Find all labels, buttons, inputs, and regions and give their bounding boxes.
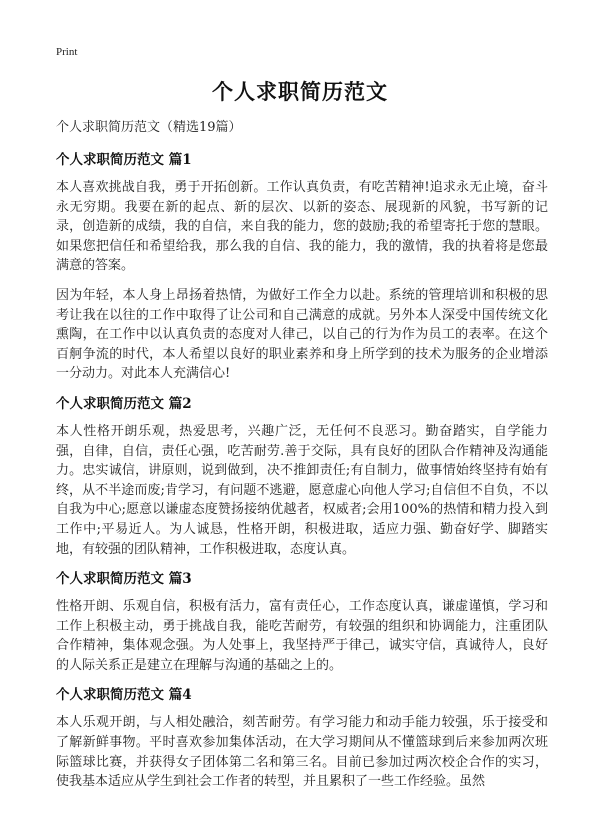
section-3 [56,569,548,675]
section-4 [56,685,548,791]
section-heading: 个人求职简历范文 篇4 [56,687,192,704]
section-paragraph: 性格开朗、乐观自信，积极有活力，富有责任心，工作态度认真，谦虚谨慎，学习和工作上积极主动，勇于挑战自我，能吃苦耐劳，有较强的组织和协调能力，注重团队合作精神，集体观念强。为人处事上，我坚持严于律己，诚实守信，真诚待人，良好的人际关系正是建立在理解与沟通的基础之上的。 [56,599,548,673]
section-paragraph: 本人性格开朗乐观，热爱思考，兴趣广泛，无任何不良恶习。勤奋踏实，自学能力强，自律，自信，责任心强，吃苦耐劳.善于交际，具有良好的团队合作精神及沟通能力。忠实诚信，讲原则，说到做到，决不推卸责任;有自制力，做事情始终坚持有始有终，从不半途而废;肯学习，有问题不逃避，愿意虚心向他人学习;自信但不自负，不以自我为中心;愿意以谦虚态度赞扬接纳优越者，权威者;会用100%的热情和精力投入到工作中;平易近人。为人诚恳，性格开朗，积极进取，适应力强、勤奋好学、脚踏实地，有较强的团队精神，工作积极进取，态度认真。 [56,423,548,557]
section-heading: 个人求职简历范文 篇1 [56,152,192,168]
print-link[interactable]: Print [56,46,78,58]
section-2 [56,394,548,559]
section-paragraph: 因为年轻，本人身上昂扬着热情，为做好工作全力以赴。系统的管理培训和积极的思考让我在以往的工作中取得了让公司和自己满意的成就。另外本人深受中国传统文化熏陶，在工作中以认真负责的态度对人律己，以自己的行为作为员工的表率。在这个百舸争流的时代，本人希望以良好的职业素养和身上所学到的技术为服务的企业增添一分动力。对此本人充满信心! [56,287,548,382]
section-heading: 个人求职简历范文 篇2 [56,395,192,412]
section-paragraph: 本人乐观开朗，与人相处融洽，刻苦耐劳。有学习能力和动手能力较强，乐于接受和了解新鲜事物。平时喜欢参加集体活动，在大学习期间从不懂篮球到后来参加两次班际篮球比赛，并获得女子团体第二名和第三名。目前已参加过两次校企合作的实习，使我基本适应从学生到社会工作者的转型，并且累积了一些工作经验。虽然 [56,715,548,790]
section-heading: 个人求职简历范文 篇3 [56,571,192,588]
document-subtitle: 个人求职简历范文（精选19篇） [56,120,242,135]
document-title: 个人求职简历范文 [212,79,388,104]
section-1 [56,150,548,384]
document-body [56,118,548,802]
section-paragraph: 本人喜欢挑战自我，勇于开拓创新。工作认真负责，有吃苦精神!追求永无止境，奋斗永无穷期。我要在新的起点、新的层次、以新的姿态、展现新的风貌，书写新的记录，创造新的成绩，我的自信，来自我的能力，您的鼓励;我的希望寄托于您的慧眼。如果您把信任和希望给我，那么我的自信、我的能力，我的激情，我的执着将是您最满意的答案。 [56,180,548,274]
